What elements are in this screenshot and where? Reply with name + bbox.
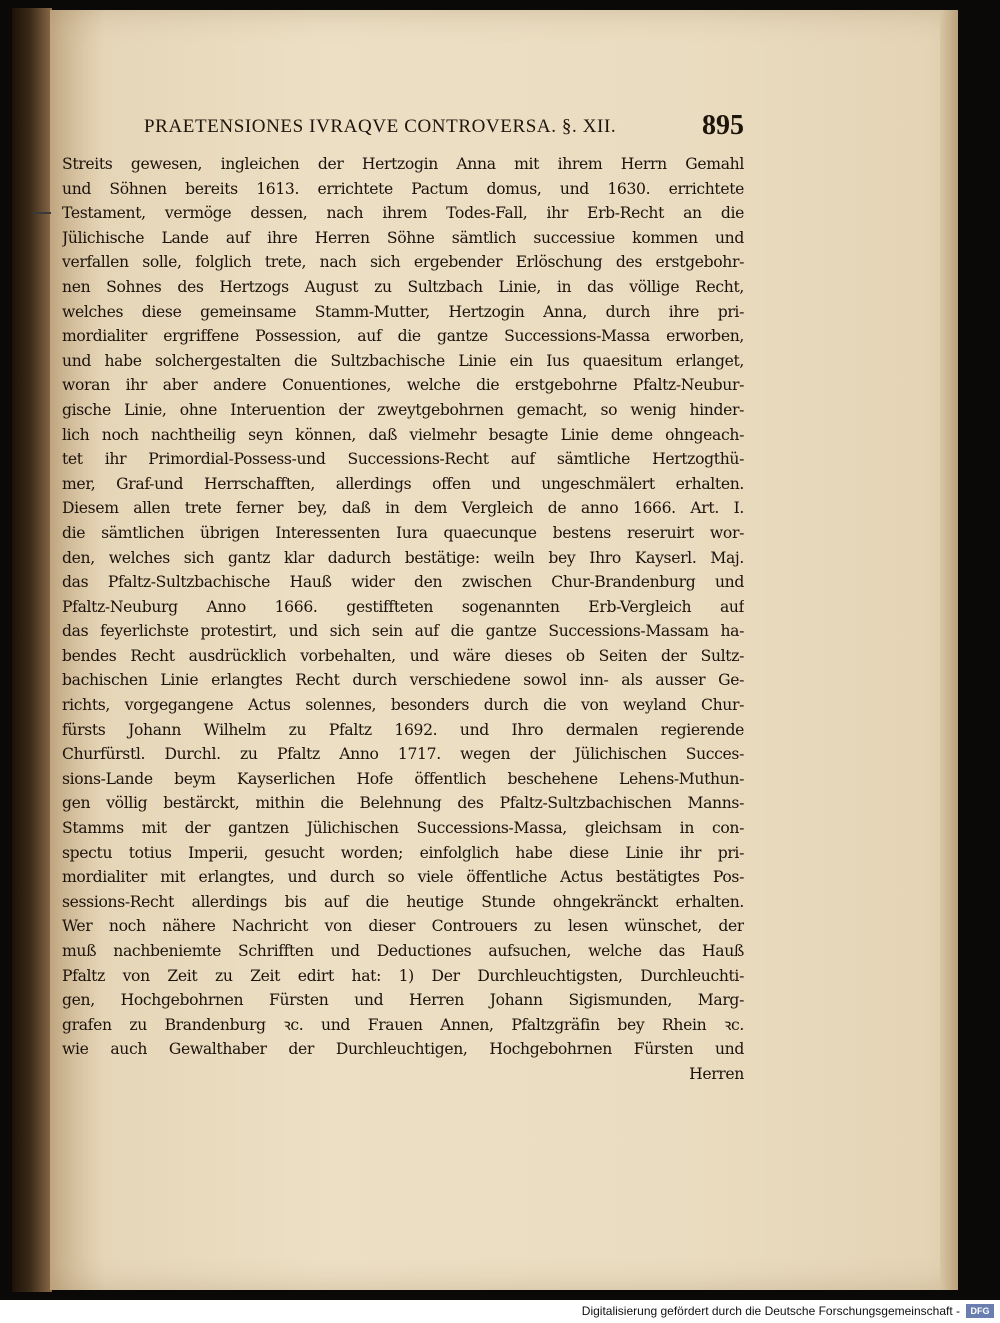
text-line: sessions-Recht allerdings bis auf die heutige Stunde ohngekränckt erhalten. [62, 892, 744, 911]
text-line: Streits gewesen, ingleichen der Hertzogin Anna mit ihrem Herrn Gemahl [62, 155, 744, 173]
body-text [62, 152, 744, 1087]
text-line: mordialiter mit erlangtes, und durch so viele öffentliche Actus bestätigtes Pos- [62, 868, 744, 887]
text-line: Stamms mit der gantzen Jülichischen Successions-Massa, gleichsam in con- [62, 819, 744, 838]
text-line: nen Sohnes des Hertzogs August zu Sultzbach Linie, in das völlige Recht, [62, 277, 744, 296]
text-line: wie auch Gewalthaber der Durchleuchtigen, Hochgebohrnen Fürsten und [62, 1040, 744, 1059]
running-head [144, 110, 744, 144]
text-line: den, welches sich gantz klar dadurch bestätige: weiln bey Ihro Kayserl. Maj. [62, 548, 744, 567]
text-line: Testament, vermöge dessen, nach ihrem Todes-Fall, ihr Erb-Recht an die [62, 204, 744, 223]
text-line: bachischen Linie erlangtes Recht durch verschiedene sowol inn- als ausser Ge- [62, 671, 744, 690]
book-spine-edge [12, 8, 52, 1292]
text-line: und Söhnen bereits 1613. errichtete Pactum domus, und 1630. errichtete [62, 179, 744, 198]
text-line: richts, vorgegangene Actus solennes, besonders durch die von weyland Chur- [62, 696, 744, 715]
text-line: woran ihr aber andere Conuentiones, welche die erstgebohrne Pfaltz-Neubur- [62, 376, 744, 395]
text-line: Diesem allen trete ferner bey, daß in dem Vergleich de anno 1666. Art. I. [62, 499, 744, 518]
text-line: bendes Recht ausdrücklich vorbehalten, und wäre dieses ob Seiten der Sultz- [62, 646, 744, 665]
text-line: Jülichische Lande auf ihre Herren Söhne sämtlich successiue kommen und [62, 228, 744, 247]
text-line: das feyerlichste protestirt, und sich sein auf die gantze Successions-Massam ha- [62, 622, 744, 641]
text-line: Pfaltz von Zeit zu Zeit edirt hat: 1) Der Durchleuchtigsten, Durchleuchti- [62, 966, 744, 985]
text-line: Wer noch nähere Nachricht von dieser Controuers zu lesen wünschet, der [62, 917, 744, 936]
margin-mark [33, 212, 51, 214]
text-line: sions-Lande beym Kayserlichen Hofe öffentlich beschehene Lehens-Muthun- [62, 769, 744, 788]
text-line: und habe solchergestalten die Sultzbachische Linie ein Ius quaesitum erlanget, [62, 351, 744, 370]
footer-credit: Digitalisierung gefördert durch die Deutsche Forschungsgemeinschaft - [581, 1304, 960, 1318]
dfg-logo-icon: DFG [966, 1304, 994, 1318]
text-line: muß nachbeniemte Schrifften und Deductiones aufsuchen, welche das Hauß [62, 942, 744, 960]
text-line: grafen zu Brandenburg ꝛc. und Frauen Annen, Pfaltzgräfin bey Rhein ꝛc. [62, 1015, 744, 1034]
text-line: mordialiter ergriffene Possession, auf die gantze Successions-Massa erworben, [62, 327, 744, 346]
text-line: Churfürstl. Durchl. zu Pfaltz Anno 1717. wegen der Jülichischen Succes- [62, 745, 744, 764]
page-fore-edge [940, 10, 958, 1290]
text-line: gen völlig bestärckt, mithin die Belehnung des Pfaltz-Sultzbachischen Manns- [62, 794, 744, 813]
text-line: mer, Graf-und Herrschafften, allerdings offen und ungeschmälert erhalten. [62, 474, 744, 493]
footer-bar [0, 1300, 1000, 1323]
text-line: gische Linie, ohne Interuention der zweytgebohrnen gemacht, so wenig hinder- [62, 400, 744, 419]
running-title: PRAETENSIONES IVRAQVE CONTROVERSA. §. XII. [144, 116, 617, 137]
page-number: 895 [702, 110, 744, 141]
text-line: fürsts Johann Wilhelm zu Pfaltz 1692. und Ihro dermalen regierende [62, 720, 744, 739]
catchword: Herren [689, 1064, 744, 1083]
text-line: verfallen solle, folglich trete, nach sich ergebender Erlöschung des erstgebohr- [62, 253, 744, 272]
text-line: das Pfaltz-Sultzbachische Hauß wider den zwischen Chur-Brandenburg und [62, 573, 744, 592]
text-line: welches diese gemeinsame Stamm-Mutter, Hertzogin Anna, durch ihre pri- [62, 302, 744, 321]
text-line: die sämtlichen übrigen Interessenten Iura quaecunque bestens reseruirt wor- [62, 523, 744, 542]
text-line: gen, Hochgebohrnen Fürsten und Herren Johann Sigismunden, Marg- [62, 991, 744, 1010]
text-line: spectu totius Imperii, gesucht worden; einfolglich habe diese Linie ihr pri- [62, 843, 744, 862]
text-line: tet ihr Primordial-Possess-und Successions-Recht auf sämtliche Hertzogthü- [62, 450, 744, 469]
text-line: Pfaltz-Neuburg Anno 1666. gestiffteten sogenannten Erb-Vergleich auf [62, 597, 744, 616]
text-line: lich noch nachtheilig seyn können, daß vielmehr besagte Linie deme ohngeach- [62, 425, 744, 444]
